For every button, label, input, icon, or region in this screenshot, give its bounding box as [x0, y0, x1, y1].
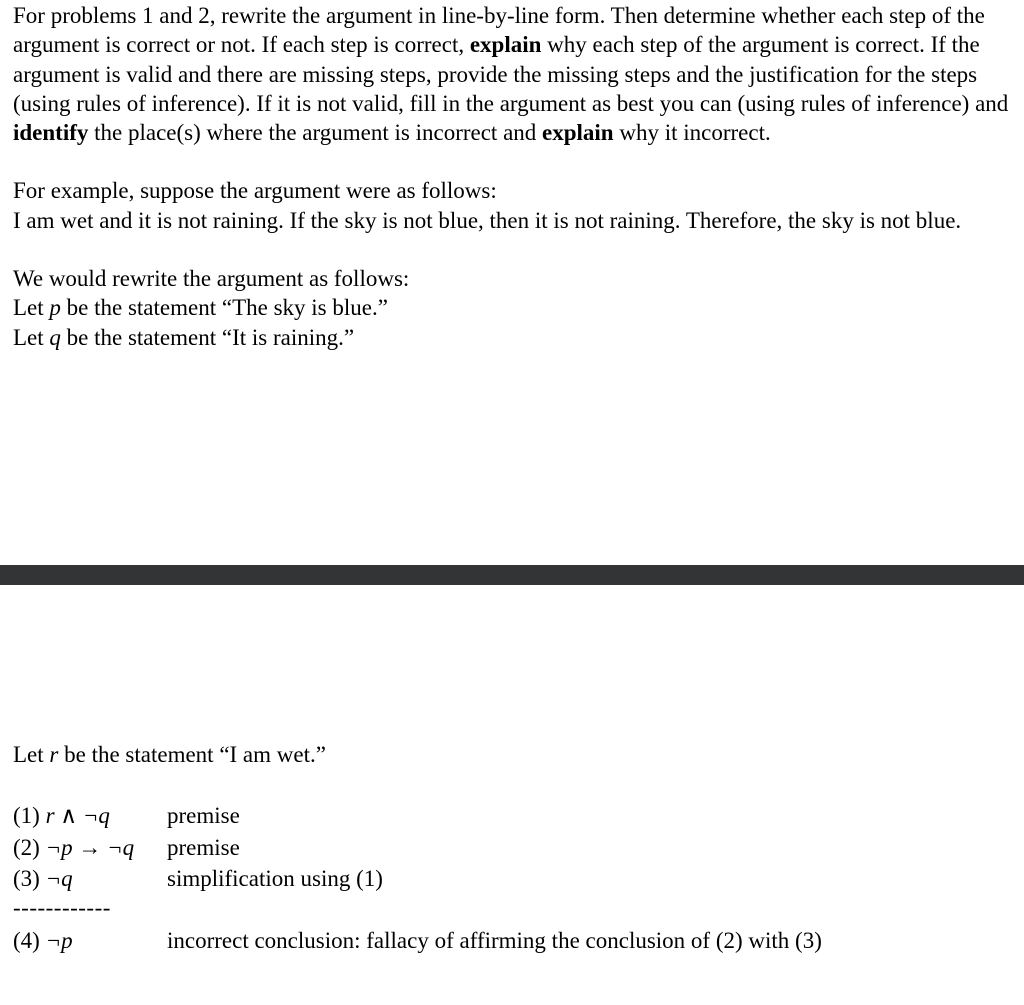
proof-line-lhs: [13, 864, 73, 893]
instructions-text: why it incorrect.: [613, 120, 771, 146]
statement-q: “It is raining.”: [221, 324, 355, 350]
be-statement: be the statement: [66, 295, 217, 321]
proof-line-lhs: [13, 801, 110, 830]
variable-p: p: [49, 295, 61, 321]
rewrite-intro: We would rewrite the argument as follows:: [13, 266, 410, 292]
line-number: (3): [13, 866, 46, 891]
line-number: (2): [13, 834, 46, 860]
let-word: Let: [13, 295, 44, 321]
justification: premise: [167, 834, 240, 860]
instructions-text: why each step of the argument is correct. If the argument is valid and there are missing steps, provide the missing steps and the justification for the steps (using rules of inference). If it is not valid, fill in the argument as best you can (using rules of inference) and: [13, 32, 1009, 116]
let-p-line: [13, 293, 1013, 322]
instructions-text: For problems 1 and 2, rewrite the argument in line-by-line form. Then determine whether each step of the argument is correct or not. If each step is correct,: [13, 3, 985, 58]
example-argument: I am wet and it is not raining. If the sky is not blue, then it is not raining. Therefore, the sky is not blue.: [13, 207, 962, 233]
proof-lines: [13, 801, 1013, 957]
proof-line-lhs: [13, 926, 73, 955]
justification: incorrect conclusion: fallacy of affirming the conclusion of (2) with (3): [167, 927, 822, 953]
justification: simplification using (1): [167, 866, 383, 891]
proof-line-lhs: [13, 833, 134, 862]
justification: premise: [167, 803, 240, 828]
instructions-text: the place(s) where the argument is incorrect and: [88, 120, 543, 146]
proof-line-4: [13, 926, 1013, 958]
line-number: (1): [13, 803, 46, 828]
let-word: Let: [13, 742, 44, 767]
example-intro: For example, suppose the argument were as follows:: [13, 178, 497, 204]
be-statement: be the statement: [64, 742, 214, 767]
statement-p: “The sky is blue.”: [221, 295, 388, 321]
page-divider: [0, 565, 1024, 585]
emphasis-explain: explain: [542, 120, 614, 146]
let-q-line: [13, 323, 1013, 352]
top-section: [13, 1, 1013, 352]
bottom-section: [13, 740, 1013, 769]
proof-line-3: [13, 864, 1013, 896]
proof-line-1: [13, 801, 1013, 833]
variable-q: q: [49, 324, 61, 350]
conclusion-separator: ------------: [13, 894, 111, 920]
instructions-paragraph: [13, 1, 1013, 147]
formula: ¬p: [45, 927, 73, 953]
formula: ¬q: [45, 866, 73, 891]
emphasis-explain: explain: [469, 32, 542, 58]
let-word: Let: [13, 324, 44, 350]
statement-r: “I am wet.”: [219, 742, 326, 767]
proof-line-2: [13, 833, 1013, 865]
line-number: (4): [13, 927, 46, 953]
formula: r ∧ ¬q: [45, 803, 110, 828]
variable-r: r: [49, 742, 59, 767]
formula: ¬p → ¬q: [45, 834, 135, 860]
be-statement: be the statement: [66, 324, 217, 350]
emphasis-identify: identify: [13, 120, 89, 146]
let-r-line: [13, 740, 1013, 769]
